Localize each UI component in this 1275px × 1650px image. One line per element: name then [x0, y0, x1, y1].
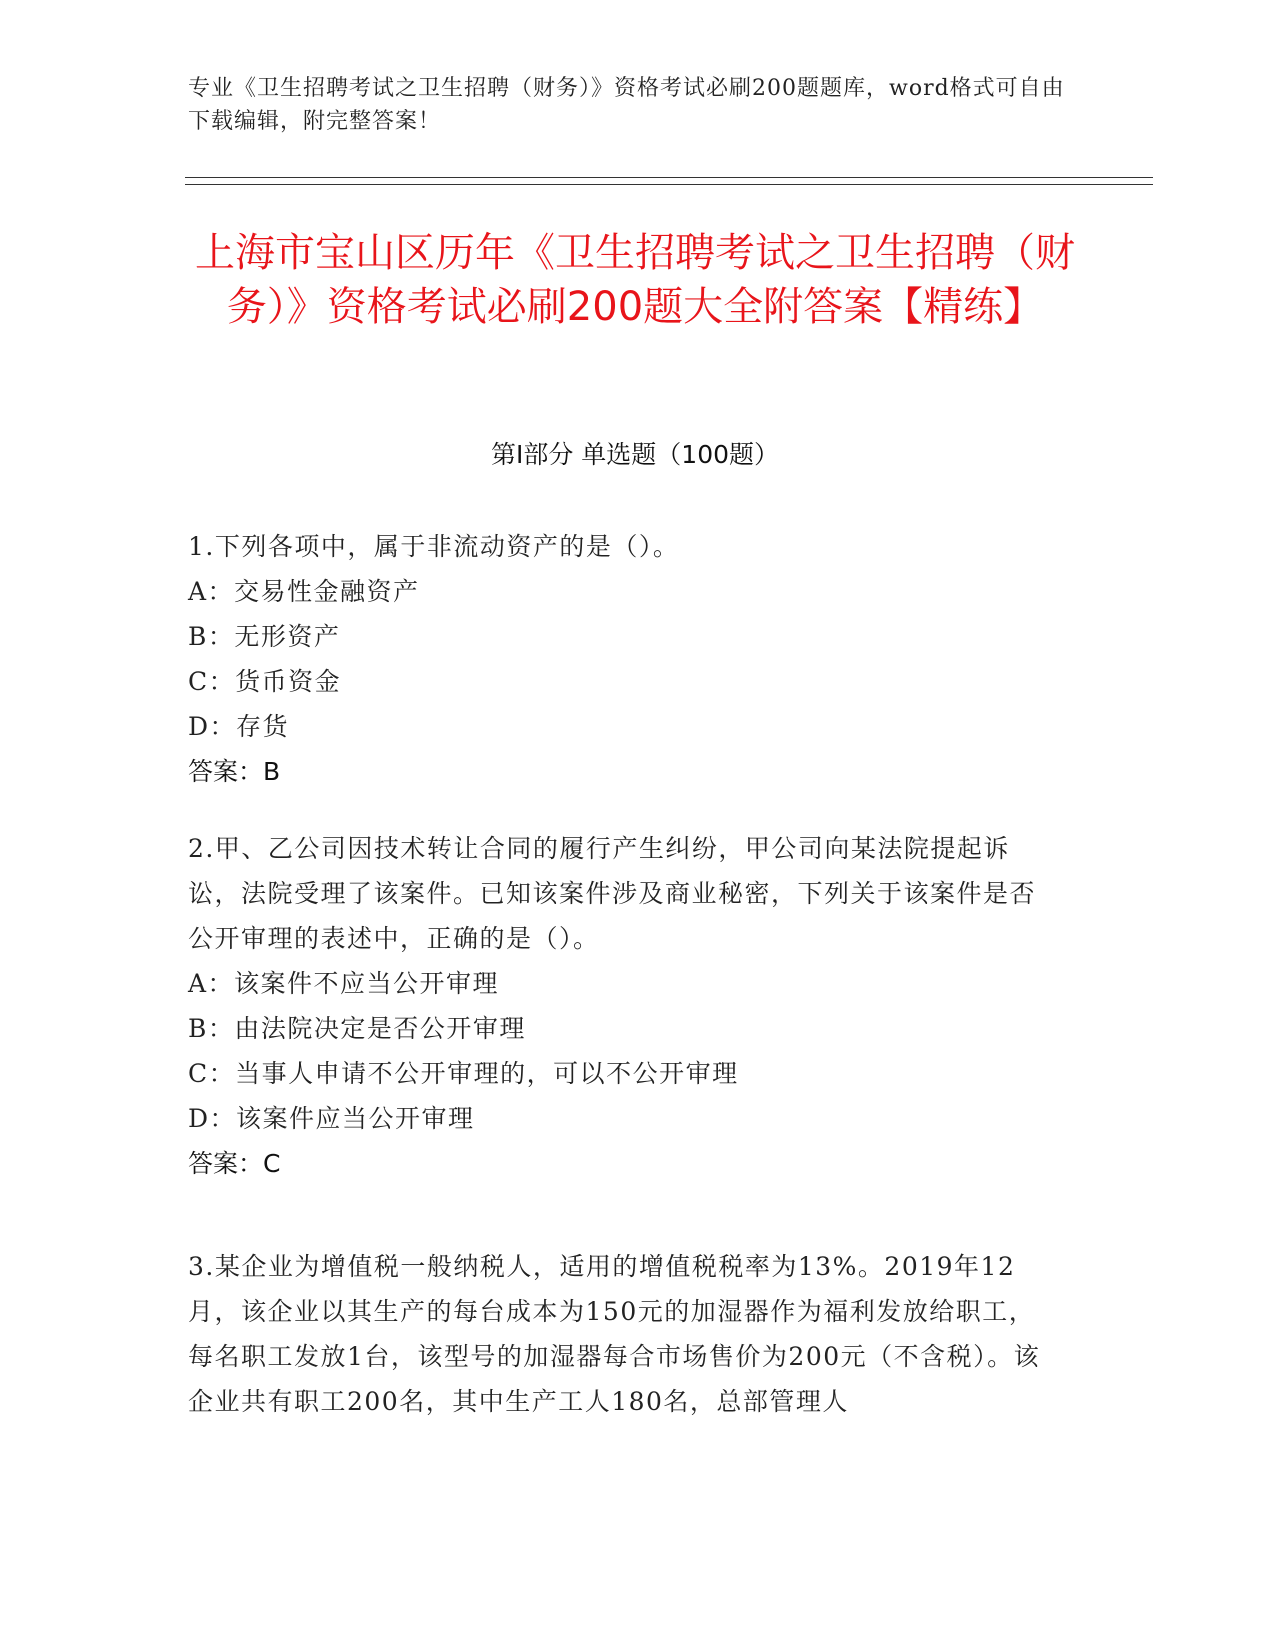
option-d: D：该案件应当公开审理 — [188, 1104, 475, 1133]
option-b: B：由法院决定是否公开审理 — [188, 1014, 526, 1043]
header-note: 专业《卫生招聘考试之卫生招聘（财务）》资格考试必刷200题题库，word格式可自由下载编辑，附完整答案！ — [188, 76, 1065, 134]
answer: 答案：B — [188, 757, 281, 786]
option-a: A：交易性金融资产 — [188, 577, 420, 606]
section-heading: 第I部分 单选题（100题） — [490, 440, 780, 469]
header-divider — [185, 177, 1153, 185]
option-b: B：无形资产 — [188, 622, 341, 651]
question-1 — [188, 524, 1048, 794]
question-2 — [188, 826, 1048, 1186]
document-title: 上海市宝山区历年《卫生招聘考试之卫生招聘（财务）》资格考试必刷200题大全附答案【精练】 — [195, 230, 1075, 330]
answer: 答案：C — [188, 1149, 281, 1178]
option-d: D：存货 — [188, 712, 290, 741]
option-c: C：当事人申请不公开审理的，可以不公开审理 — [188, 1059, 739, 1088]
question-3 — [188, 1244, 1048, 1424]
question-stem: 3.某企业为增值税一般纳税人，适用的增值税税率为13%。2019年12月，该企业以其生产的每台成本为150元的加湿器作为福利发放给职工，每名职工发放1台，该型号的加湿器每合市场售价为200元（不含税）。该企业共有职工200名，其中生产工人180名，总部管理人 — [188, 1252, 1041, 1416]
option-c: C：货币资金 — [188, 667, 342, 696]
option-a: A：该案件不应当公开审理 — [188, 969, 500, 998]
question-stem: 1.下列各项中，属于非流动资产的是（）。 — [188, 532, 680, 561]
question-stem: 2.甲、乙公司因技术转让合同的履行产生纠纷，甲公司向某法院提起诉讼，法院受理了该案件。已知该案件涉及商业秘密，下列关于该案件是否公开审理的表述中，正确的是（）。 — [188, 834, 1037, 953]
